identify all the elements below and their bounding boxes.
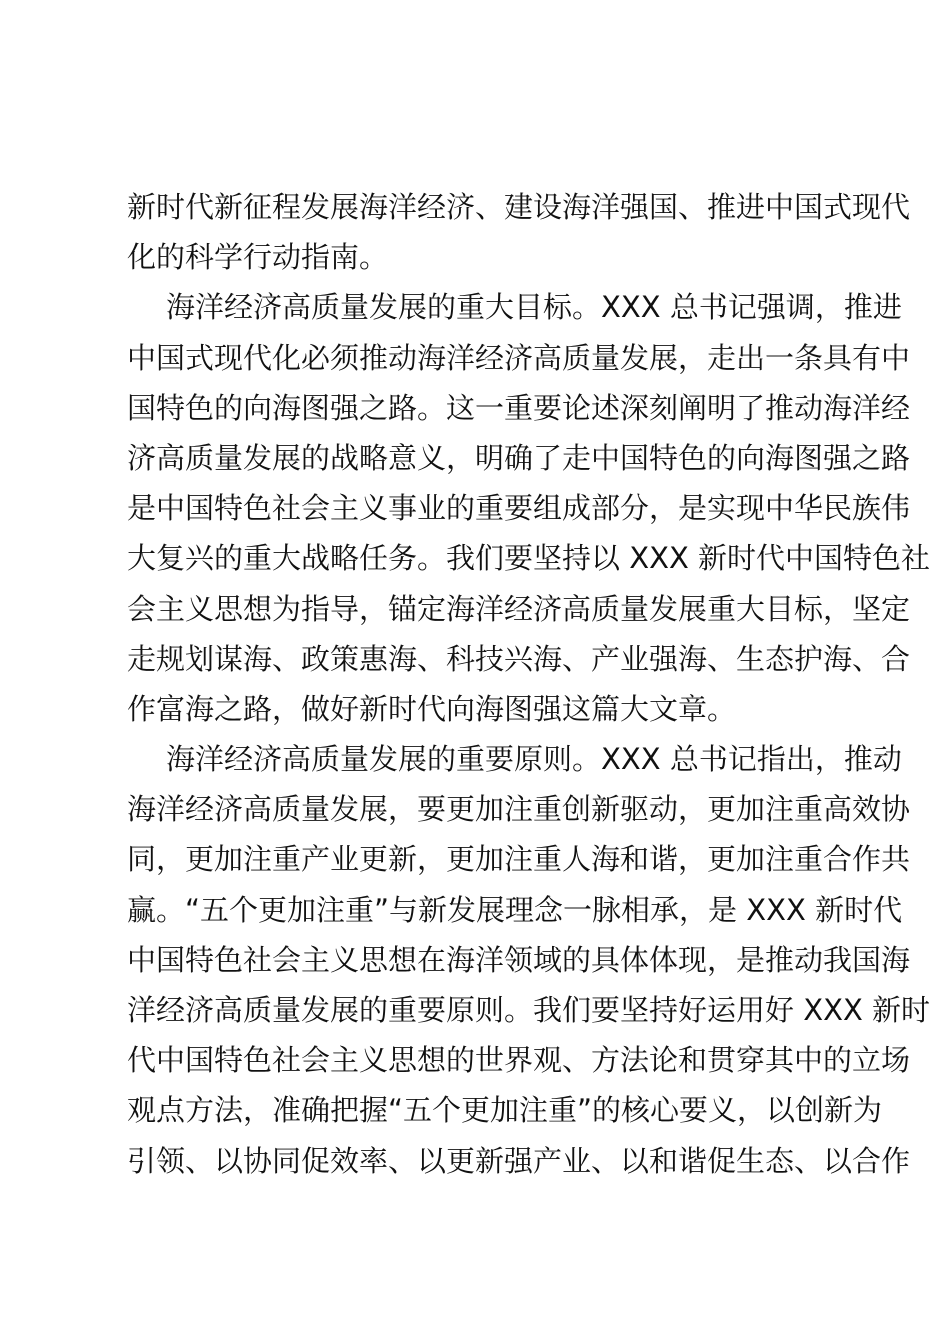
text-line: 国特色的向海图强之路。这一重要论述深刻阐明了推动海洋经 [127, 390, 911, 425]
text-line: 海洋经济高质量发展，要更加注重创新驱动，更加注重高效协 [127, 792, 911, 827]
text-line: 走规划谋海、政策惠海、科技兴海、产业强海、生态护海、合 [127, 641, 911, 676]
body-text [127, 182, 931, 1186]
text-line: 赢。“五个更加注重”与新发展理念一脉相承，是 XXX 新时代 [127, 892, 903, 927]
text-line: 代中国特色社会主义思想的世界观、方法论和贯穿其中的立场 [127, 1043, 911, 1078]
text-line: 会主义思想为指导，锚定海洋经济高质量发展重大目标，坚定 [127, 591, 911, 626]
text-line: 中国式现代化必须推动海洋经济高质量发展，走出一条具有中 [127, 340, 911, 375]
text-line: 新时代新征程发展海洋经济、建设海洋强国、推进中国式现代 [127, 190, 911, 224]
text-line: 大复兴的重大战略任务。我们要坚持以 XXX 新时代中国特色社 [127, 541, 931, 576]
text-line: 观点方法，准确把握“五个更加注重”的核心要义，以创新为 [127, 1093, 883, 1128]
text-line: 作富海之路，做好新时代向海图强这篇大文章。 [127, 691, 737, 726]
text-line: 同，更加注重产业更新，更加注重人海和谐，更加注重合作共 [127, 842, 911, 877]
paragraph-heading-line: 海洋经济高质量发展的重要原则。XXX 总书记指出，推动 [166, 742, 902, 777]
text-line: 引领、以协同促效率、以更新强产业、以和谐促生态、以合作 [127, 1143, 911, 1178]
text-line: 是中国特色社会主义事业的重要组成部分，是实现中华民族伟 [127, 491, 911, 526]
text-line: 洋经济高质量发展的重要原则。我们要坚持好运用好 XXX 新时 [127, 993, 931, 1027]
text-line: 中国特色社会主义思想在海洋领域的具体体现，是推动我国海 [127, 942, 911, 977]
text-line: 化的科学行动指南。 [127, 240, 389, 275]
paragraph-heading-line: 海洋经济高质量发展的重大目标。XXX 总书记强调，推进 [166, 290, 902, 325]
text-line: 济高质量发展的战略意义，明确了走中国特色的向海图强之路 [127, 440, 911, 475]
